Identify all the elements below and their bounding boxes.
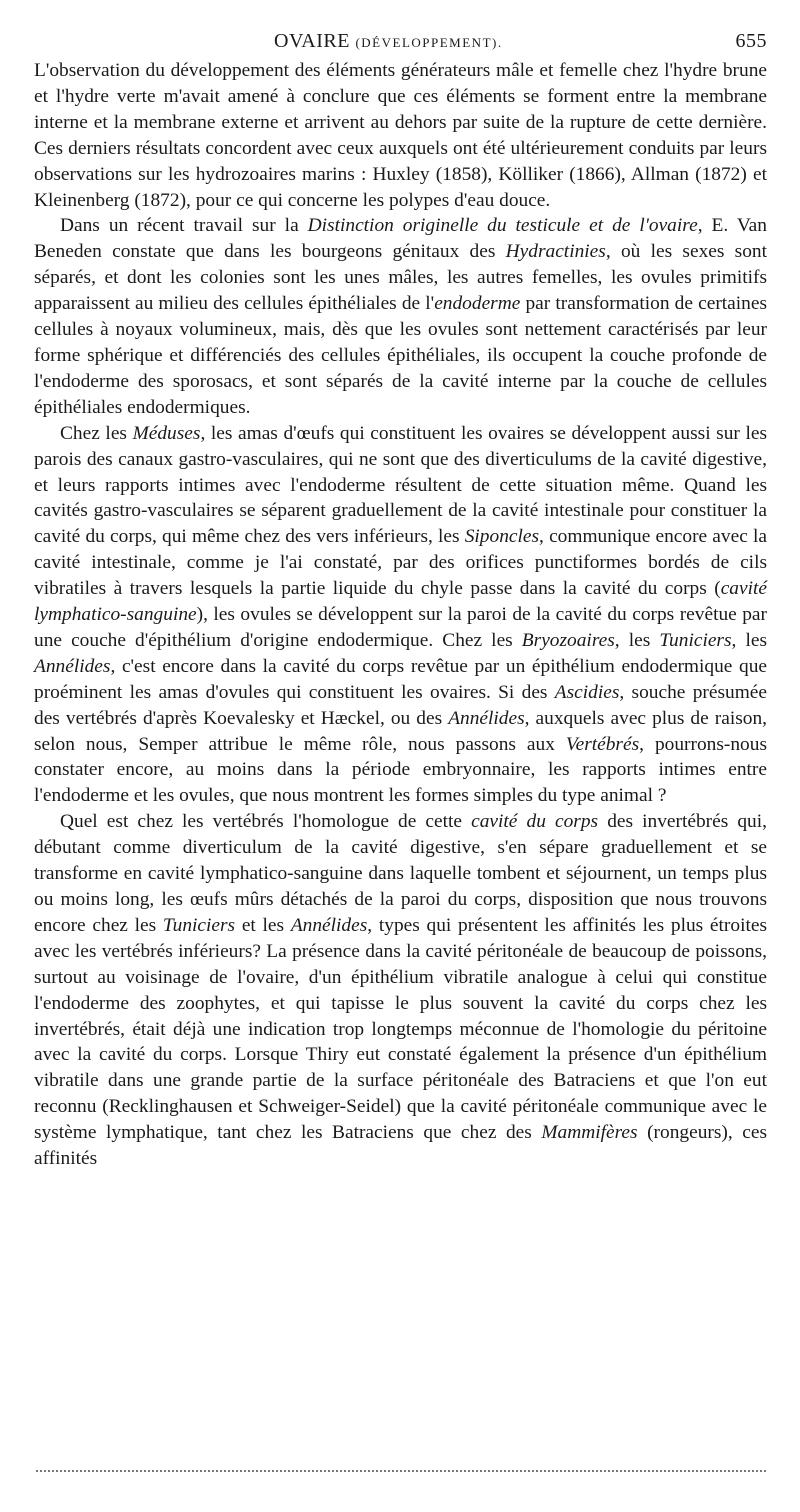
text-run: ), les ovules se développent sur la paroi de la cavité du corps revêtue par une couche d'épithélium d'origine endodermique. Chez les (34, 604, 767, 651)
italic-run: cavité lymphatico-sanguine (34, 578, 767, 626)
text-run: par transformation de certaines cellules à noyaux volumineux, mais, dès que les ovules sont nettement caractérisés par leur forme sphérique et différenciés des cellules épithéliales, ils occupent la couche profonde de l'endoderme des sporosacs, et sont séparés de la cavité interne par la couche de cellules épithéliales endodermiques. (34, 293, 767, 418)
footer-rule (36, 1470, 766, 1472)
text-run: , les (731, 629, 767, 651)
text-run: , communique encore avec la cavité intestinale, comme je l'ai constaté, par des orifices punctiformes bordés de cils vibratiles à travers lesquels la partie liquide du chyle passe dans la cavité du corps ( (34, 526, 767, 600)
paragraph (34, 58, 767, 213)
page (34, 28, 767, 1172)
text-run: Chez les (60, 422, 133, 444)
text-run: Dans un récent travail sur la (60, 215, 308, 237)
italic-run: Bryozoaires (521, 629, 615, 651)
text-run: L'observation du développement des éléments générateurs mâle et femelle chez l'hydre brune et l'hydre verte m'avait amené à conclure que ces éléments se forment entre la membrane interne et la membrane externe et arrivent au dehors par suite de la rupture de cette dernière. Ces derniers résultats concordent avec ceux auxquels ont été ultérieurement conduits par leurs observations sur les hydrozoaires marins : Huxley (1858), Kölliker (1866), Allman (1872) et Kleinenberg (1872), pour ce qui concerne les polypes d'eau douce. (34, 60, 767, 211)
text-run: , types qui présentent les affinités les plus étroites avec les vertébrés inférieurs? La présence dans la cavité péritonéale de beaucoup de poissons, surtout au voisinage de l'ovaire, d'un épithélium vibratile analogue à celui qui constitue l'endoderme des zoophytes, et qui tapisse le plus souvent la cavité du corps chez les invertébrés, était déjà une indication trop longtemps méconnue de l'homologie du péritoine avec la cavité du corps. Lorsque Thiry eut constaté également la présence d'un épithélium vibratile dans une grande partie de la surface péritonéale des Batraciens et que l'on eut reconnu (Recklinghausen et Schweiger-Seidel) que la cavité péritonéale communique avec le système lymphatique, tant chez les Batraciens que chez des (34, 914, 767, 1144)
running-header (34, 28, 767, 58)
text-run: Quel est chez les vertébrés l'homologue de cette (60, 811, 472, 833)
italic-run: Annélides (34, 655, 111, 677)
running-title-subtitle: (DÉVELOPPEMENT). (355, 35, 503, 50)
paragraph (34, 421, 767, 810)
text-run: , c'est encore dans la cavité du corps revêtue par un épithélium endodermique que proéminent les amas d'ovules qui constituent les ovaires. Si des (34, 655, 767, 703)
running-title (274, 30, 503, 53)
italic-run: Annélides (290, 914, 368, 936)
text-run: , pourrons-nous constater encore, au moins dans la période embryonnaire, les rapports intimes entre l'endoderme et les ovules, que nous montrent les formes simples du type animal ? (34, 733, 767, 807)
italic-run: Distinction originelle du testicule et de l'ovaire (307, 215, 698, 237)
italic-run: Tuniciers (162, 914, 236, 936)
text-run: , les amas d'œufs qui constituent les ovaires se développent aussi sur les parois des canaux gastro-vasculaires, qui ne sont que des diverticulums de la cavité digestive, et leurs rapports intimes avec l'endoderme résultent de cette situation même. Quand les cavités gastro-vasculaires se séparent graduellement de la cavité intestinale pour constituer la cavité du corps, qui même chez des vers inférieurs, les (34, 422, 768, 548)
italic-run: Tuniciers (659, 629, 732, 651)
page-number: 655 (735, 30, 767, 52)
text-run: (rongeurs), ces affinités (34, 1122, 767, 1170)
body-text (34, 58, 767, 1172)
italic-run: Annélides (448, 707, 525, 729)
italic-run: endoderme (434, 293, 521, 315)
italic-run: Hydractinies (505, 241, 606, 263)
italic-run: cavité du corps (471, 811, 599, 833)
text-run: des invertébrés qui, débutant comme diverticulum de la cavité digestive, s'en sépare graduellement et se transforme en cavité lymphatico-sanguine dans laquelle tombent et séjournent, un temps plus ou moins long, les œufs mûrs détachés de la paroi du corps, disposition que nous trouvons encore chez les (34, 811, 767, 936)
italic-run: Siponcles (464, 526, 540, 548)
text-run: , où les sexes sont séparés, et dont les colonies sont les unes mâles, les autres femelles, les ovules primitifs apparaissent au milieu des cellules épithéliales de l' (34, 241, 768, 315)
italic-run: Vertébrés (565, 733, 640, 755)
running-title-main: OVAIRE (274, 30, 350, 52)
text-run: , auxquels avec plus de raison, selon nous, Semper attribue le même rôle, nous passons aux (34, 707, 768, 755)
text-run: , souche présumée des vertébrés d'après Koevalesky et Hæckel, ou des (34, 681, 767, 729)
paragraph (34, 213, 767, 420)
italic-run: Ascidies (554, 681, 620, 703)
text-run: , les (614, 629, 660, 651)
text-run: et les (235, 914, 291, 936)
italic-run: Méduses (132, 422, 201, 444)
paragraph (34, 809, 767, 1172)
italic-run: Mammifères (541, 1122, 638, 1144)
text-run: , E. Van Beneden constate que dans les bourgeons génitaux des (34, 215, 767, 263)
